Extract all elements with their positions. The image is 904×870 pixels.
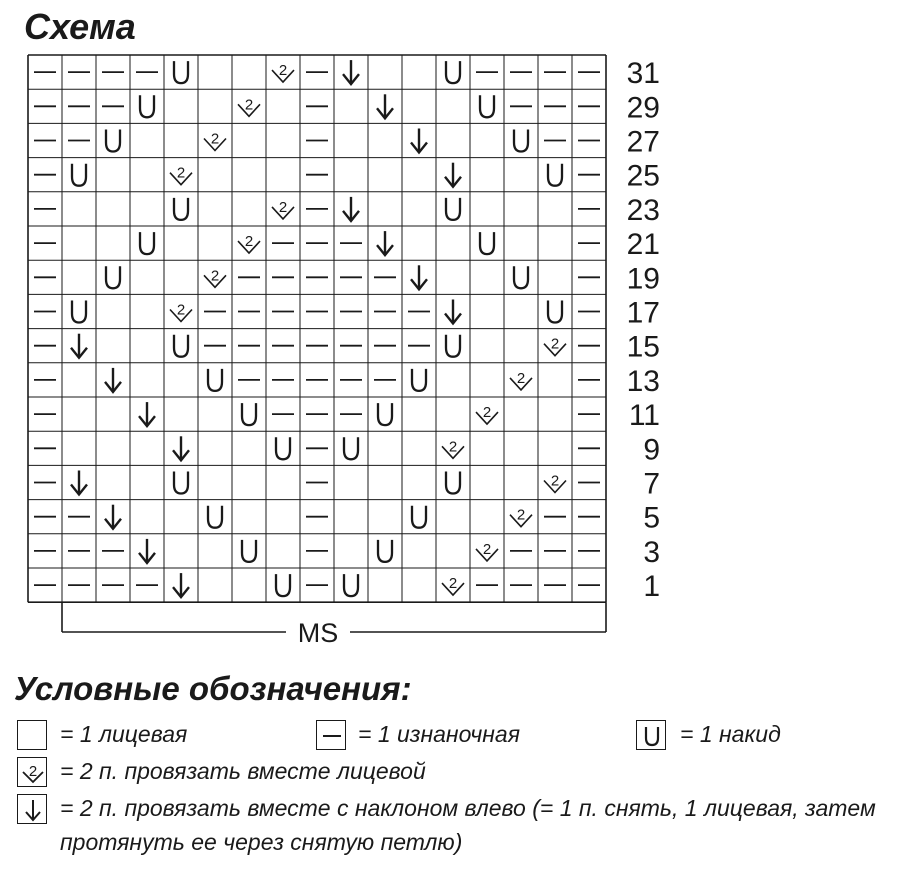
ssk-symbol [411,129,427,153]
k2tog-symbol [204,267,226,287]
row-number: 9 [643,433,660,467]
yarn-over-symbol [514,266,528,288]
yarn-over-symbol [106,266,120,288]
svg-text:2: 2 [278,62,288,80]
yarn-over-symbol [548,164,562,186]
row-number: 23 [626,193,660,227]
yarn-over-symbol [174,335,188,357]
k2tog-symbol [476,541,498,561]
k2tog-symbol [544,336,566,356]
yarn-over-symbol [174,198,188,220]
yarn-over-symbol [72,164,86,186]
yarn-over-symbol [208,369,222,391]
yarn-over-symbol [242,403,256,425]
yarn-over-symbol [276,437,290,459]
row-number: 27 [626,125,660,159]
ssk-symbol [71,334,87,358]
svg-text:2: 2 [28,763,38,780]
svg-text:2: 2 [176,301,186,319]
yarn-over-symbol-icon [636,720,666,750]
ssk-symbol [139,402,155,426]
row-number: 21 [626,228,660,262]
yarn-over-symbol [174,472,188,494]
ssk-symbol [173,573,189,597]
row-number: 1 [643,570,660,604]
chart-title: Схема [24,6,136,47]
k2tog-symbol [272,199,294,219]
svg-text:2: 2 [244,96,254,114]
svg-text:2: 2 [482,404,492,422]
yarn-over-symbol [480,232,494,254]
row-number: 5 [643,501,660,535]
legend-yarn-over: = 1 накид [680,721,781,747]
knit-symbol-icon [17,720,47,750]
row-number: 7 [643,467,660,501]
legend-k2tog: = 2 п. провязать вместе лицевой [60,758,426,784]
ssk-symbol [105,368,121,392]
yarn-over-symbol [446,61,460,83]
yarn-over-symbol [344,437,358,459]
row-number: 19 [626,262,660,296]
yarn-over-symbol [480,95,494,117]
legend-purl: = 1 изнаночная [358,721,520,747]
row-number: 17 [626,296,660,330]
yarn-over-symbol [140,95,154,117]
yarn-over-symbol [446,472,460,494]
svg-text:2: 2 [550,335,560,353]
k2tog-symbol [238,96,260,116]
yarn-over-symbol [208,506,222,528]
ssk-symbol [343,197,359,221]
legend-title: Условные обозначения: [14,670,412,707]
ssk-symbol [445,300,461,324]
k2tog-symbol [272,62,294,82]
row-number: 25 [626,159,660,193]
ssk-symbol [139,539,155,563]
svg-text:2: 2 [550,472,560,490]
row-number: 3 [643,535,660,569]
svg-text:2: 2 [176,164,186,182]
ssk-symbol-icon [17,794,47,824]
ssk-symbol [445,163,461,187]
ssk-symbol [343,60,359,84]
svg-text:2: 2 [482,540,492,558]
yarn-over-symbol [276,574,290,596]
row-number: 31 [626,57,660,91]
yarn-over-symbol [106,130,120,152]
svg-text:2: 2 [448,575,458,593]
yarn-over-symbol [514,130,528,152]
k2tog-symbol [544,473,566,493]
k2tog-symbol [442,438,464,458]
k2tog-symbol [510,370,532,390]
legend-knit: = 1 лицевая [60,721,188,747]
ssk-symbol [105,505,121,529]
svg-text:2: 2 [516,506,526,524]
k2tog-symbol-icon [17,757,47,787]
row-number: 13 [626,364,660,398]
ssk-symbol [377,231,393,255]
svg-text:2: 2 [278,198,288,216]
ssk-symbol [411,265,427,289]
yarn-over-symbol [446,335,460,357]
yarn-over-symbol [242,540,256,562]
svg-text:2: 2 [448,438,458,456]
yarn-over-symbol [412,369,426,391]
row-number: 11 [628,399,660,433]
yarn-over-symbol [548,301,562,323]
yarn-over-symbol [344,574,358,596]
row-number: 15 [626,330,660,364]
k2tog-symbol [238,233,260,253]
legend-ssk-line2: протянуть ее через снятую петлю) [60,829,463,855]
k2tog-symbol [170,302,192,322]
repeat-label: MS [297,618,339,648]
yarn-over-symbol [174,61,188,83]
k2tog-symbol [170,165,192,185]
yarn-over-symbol [140,232,154,254]
ssk-symbol [173,436,189,460]
yarn-over-symbol [378,540,392,562]
k2tog-symbol [442,575,464,595]
svg-text:2: 2 [244,233,254,251]
yarn-over-symbol [72,301,86,323]
legend-ssk-line1: = 2 п. провязать вместе с наклоном влево (= 1 п. снять, 1 лицевая, затем [60,795,876,821]
yarn-over-symbol [378,403,392,425]
k2tog-symbol [476,404,498,424]
k2tog-symbol [204,131,226,151]
k2tog-symbol [510,507,532,527]
purl-symbol-icon [316,720,346,750]
yarn-over-symbol [412,506,426,528]
ssk-symbol [71,471,87,495]
row-number: 29 [626,91,660,125]
svg-text:2: 2 [516,369,526,387]
ssk-symbol [377,94,393,118]
yarn-over-symbol [446,198,460,220]
svg-text:2: 2 [210,267,220,285]
svg-text:2: 2 [210,130,220,148]
